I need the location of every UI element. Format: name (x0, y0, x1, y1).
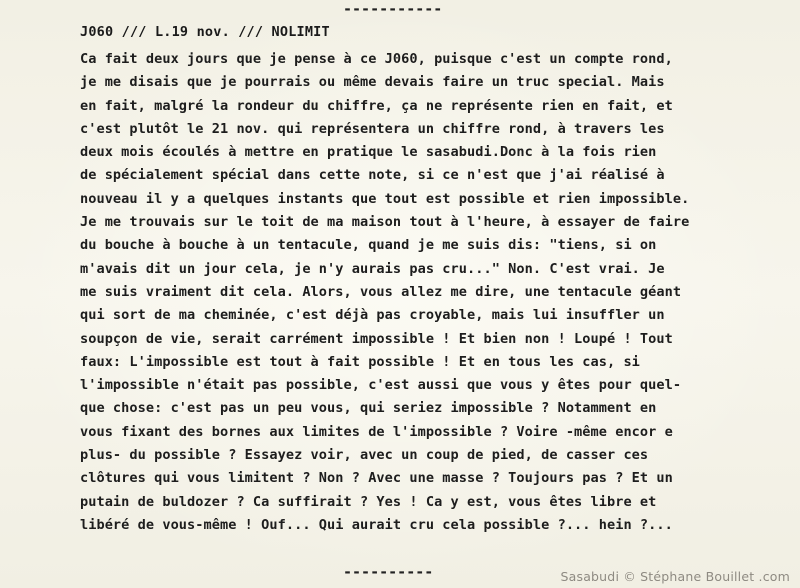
top-separator: ----------- (343, 0, 443, 18)
text-line: m'avais dit un jour cela, je n'y aurais pas cru..." Non. C'est vrai. Je (80, 260, 665, 277)
text-line: de spécialement spécial dans cette note, si ce n'est que j'ai réalisé à (80, 167, 665, 184)
text-line: l'impossible n'était pas possible, c'est aussi que vous y êtes pour quel- (80, 377, 682, 394)
text-line: nouveau il y a quelques instants que tout est possible et rien impossible. (80, 190, 690, 207)
text-line: clôtures qui vous limitent ? Non ? Avec une masse ? Toujours pas ? Et un (80, 470, 673, 487)
text-line: deux mois écoulés à mettre en pratique le sasabudi.Donc à la fois rien (80, 144, 657, 161)
text-line: en fait, malgré la rondeur du chiffre, ça ne représente rien en fait, et (80, 97, 673, 114)
text-line: putain de buldozer ? Ca suffirait ? Yes ! Ca y est, vous êtes libre et (80, 493, 657, 510)
text-line: plus- du possible ? Essayez voir, avec un coup de pied, de casser ces (80, 447, 649, 464)
text-line: soupçon de vie, serait carrément impossible ! Et bien non ! Loupé ! Tout (80, 330, 673, 347)
text-line: du bouche à bouche à un tentacule, quand je me suis dis: "tiens, si on (80, 237, 657, 254)
text-line: que chose: c'est pas un peu vous, qui seriez impossible ? Notamment en (80, 400, 657, 417)
bottom-separator: ---------- (343, 563, 434, 581)
text-line: qui sort de ma cheminée, c'est déjà pas croyable, mais lui insuffler un (80, 307, 665, 324)
text-line: vous fixant des bornes aux limites de l'impossible ? Voire -même encor e (80, 423, 673, 440)
body-text (80, 48, 780, 537)
text-line: faux: L'impossible est tout à fait possible ! Et en tous les cas, si (80, 353, 640, 370)
text-line: me suis vraiment dit cela. Alors, vous allez me dire, une tentacule géant (80, 283, 682, 300)
text-line: libéré de vous-même ! Ouf... Qui aurait cru cela possible ?... hein ?... (80, 516, 673, 533)
entry-header: J060 /// L.19 nov. /// NOLIMIT (80, 24, 330, 40)
text-line: je me disais que je pourrais ou même devais faire un truc special. Mais (80, 74, 665, 91)
text-line: c'est plutôt le 21 nov. qui représentera un chiffre rond, à travers les (80, 120, 665, 137)
copyright-credit: Sasabudi © Stéphane Bouillet .com (560, 569, 790, 584)
text-line: Je me trouvais sur le toit de ma maison tout à l'heure, à essayer de faire (80, 214, 690, 231)
text-line: Ca fait deux jours que je pense à ce J060, puisque c'est un compte rond, (80, 51, 673, 67)
